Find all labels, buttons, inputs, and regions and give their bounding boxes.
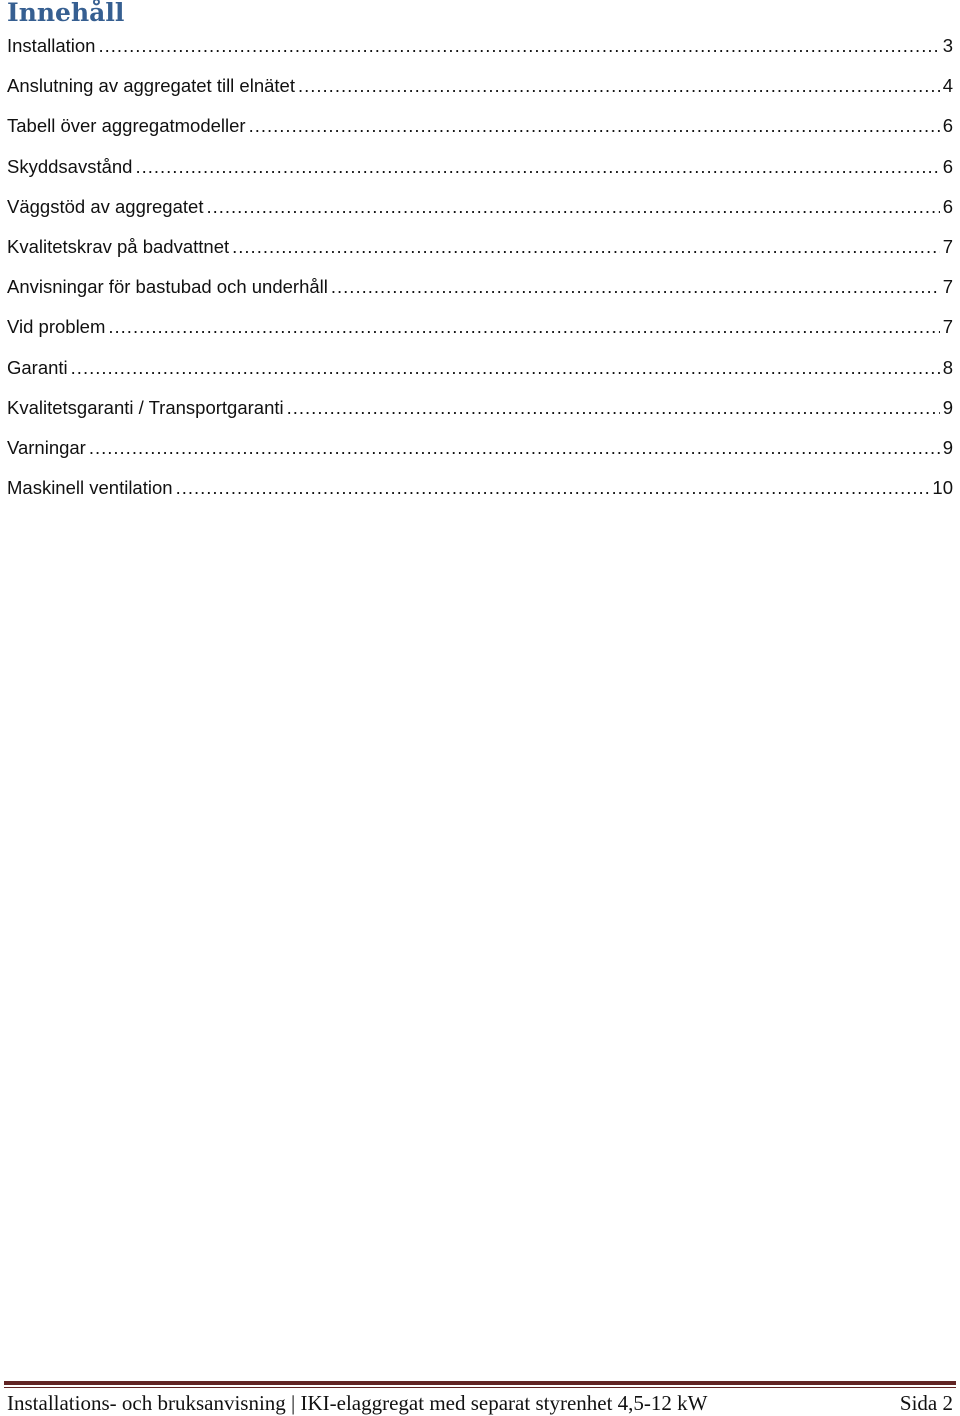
toc-dot-leader <box>176 476 930 500</box>
toc-entry-varningar[interactable] <box>7 436 953 476</box>
toc-entry-page: 3 <box>942 35 953 56</box>
toc-entry-text: Kvalitetskrav på badvattnet <box>7 235 230 257</box>
toc-entry-vid-problem[interactable] <box>7 315 953 355</box>
toc-entry-vaggstod[interactable] <box>7 195 953 235</box>
toc-entry-installation[interactable] <box>7 34 953 74</box>
toc-entry-kvalitetsgaranti[interactable] <box>7 396 953 436</box>
toc-entry-page: 6 <box>942 155 953 177</box>
page-footer <box>7 1390 953 1416</box>
toc-entry-text: Varningar <box>7 436 86 458</box>
footer-rule-thin <box>4 1387 956 1388</box>
toc-dot-leader <box>89 436 940 460</box>
toc-entry-text: Tabell över aggregatmodeller <box>7 115 246 137</box>
toc-entry-page: 4 <box>942 75 953 97</box>
toc-entry-kvalitetskrav[interactable] <box>7 235 953 275</box>
toc-entry-text: Väggstöd av aggregatet <box>7 195 204 217</box>
toc-dot-leader <box>298 74 940 98</box>
toc-dot-leader <box>71 356 940 380</box>
toc-title: Innehåll <box>7 0 125 27</box>
toc-entry-page: 6 <box>942 195 953 217</box>
toc-entry-page: 9 <box>942 436 953 458</box>
toc-entry-garanti[interactable] <box>7 356 953 396</box>
toc-entry-text: Anslutning av aggregatet till elnätet <box>7 75 295 97</box>
toc-entry-page: 8 <box>942 356 953 378</box>
toc-dot-leader <box>287 396 940 420</box>
toc-entry-page: 9 <box>942 396 953 418</box>
toc-dot-leader <box>98 34 939 58</box>
toc-entry-page: 7 <box>942 235 953 257</box>
toc-entry-text: Maskinell ventilation <box>7 477 173 499</box>
toc-dot-leader <box>331 275 940 299</box>
toc-entry-text: Skyddsavstånd <box>7 155 133 177</box>
toc-entry-text: Garanti <box>7 356 68 378</box>
footer-rule-thick <box>4 1381 956 1385</box>
toc-entry-anslutning[interactable] <box>7 74 953 114</box>
toc-entry-anvisningar[interactable] <box>7 275 953 315</box>
toc-entry-maskinell-ventilation[interactable] <box>7 476 953 516</box>
toc-list <box>7 34 953 516</box>
toc-entry-page: 7 <box>942 316 953 338</box>
toc-entry-tabell[interactable] <box>7 114 953 154</box>
toc-entry-page: 10 <box>932 477 953 499</box>
footer-document-title: Installations- och bruksanvisning | IKI-elaggregat med separat styrenhet 4,5-12 kW <box>7 1391 708 1415</box>
toc-dot-leader <box>135 155 939 179</box>
toc-entry-text: Kvalitetsgaranti / Transportgaranti <box>7 396 284 418</box>
toc-dot-leader <box>249 114 940 138</box>
toc-entry-text: Installation <box>7 35 96 56</box>
toc-dot-leader <box>206 195 939 219</box>
toc-dot-leader <box>232 235 940 259</box>
footer-page-number: Sida 2 <box>899 1391 953 1415</box>
toc-dot-leader <box>108 315 939 339</box>
toc-entry-page: 6 <box>942 115 953 137</box>
toc-entry-text: Vid problem <box>7 316 106 338</box>
toc-entry-page: 7 <box>942 276 953 298</box>
toc-entry-skyddsavstand[interactable] <box>7 155 953 195</box>
toc-entry-text: Anvisningar för bastubad och underhåll <box>7 276 328 298</box>
